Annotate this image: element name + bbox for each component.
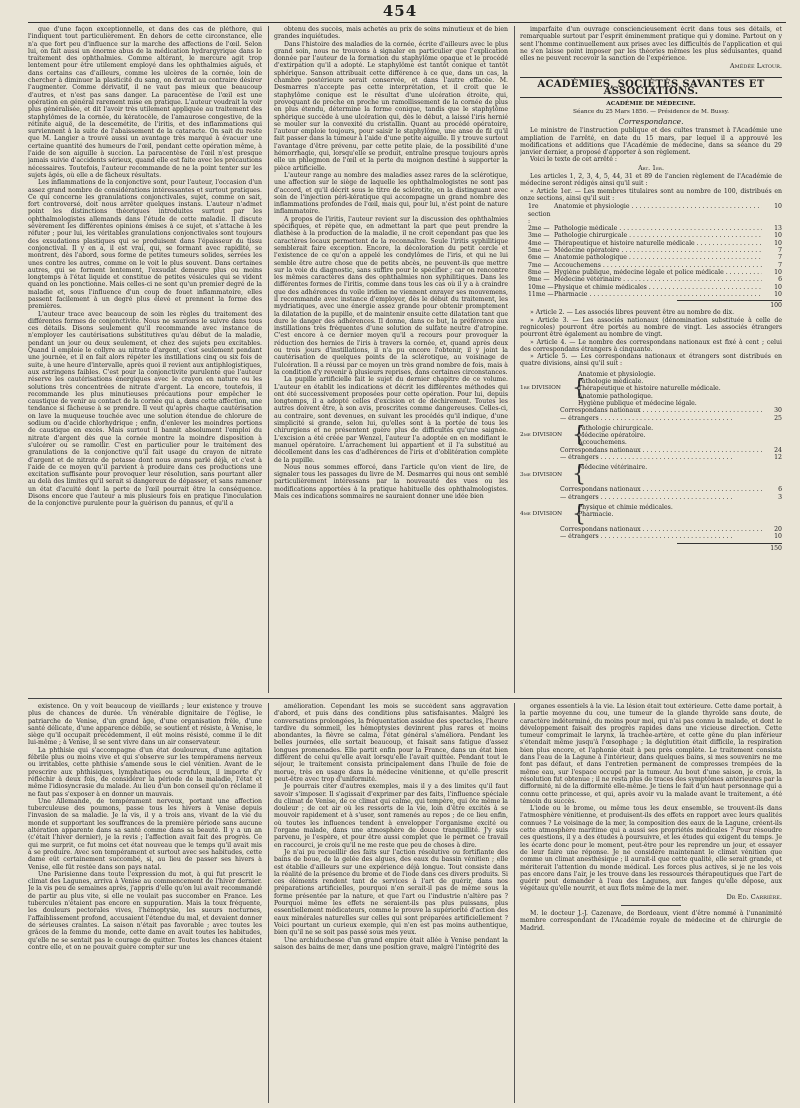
division-item: Accouchemens.	[578, 439, 627, 447]
correspondants-row	[520, 526, 782, 533]
sections-total: 100	[770, 302, 782, 310]
correspondance-heading: Correspondance.	[618, 116, 684, 126]
division-item: Médecine vétérinaire.	[578, 464, 648, 472]
paragraph: Une Allemande, de tempérament nerveux, portant une affection tuberculeuse des poumons, passe tous les hivers à Venise depuis l'invasion de sa maladie. Je la vis, il y a trois ans, vivant de la vie du monde et supportant les souffrances de la première période sans aucune altération apparente dans sa santé comme dans sa beauté. Il y a un an (c'était l'hiver dernier), je la revis ; l'affection avait fait des progrès. Ce qui me surprit, ce fut moins cet état nouveau que le temps qu'il avait mis à se produire. Avec son tempérament et surtout avec ses habitudes, cette dame eût certainement succombé, si, au lieu de passer ses hivers à Venise, elle fût restée dans son pays natal.	[28, 797, 262, 871]
section-title: ACADÉMIES, SOCIÉTÉS SAVANTES ET ASSOCIATIONS.	[520, 77, 782, 99]
division-name: 2me DIVISION	[520, 432, 563, 439]
correspondants-label: — étrangers . . .	[560, 494, 762, 501]
arrete-intro: Voici le texte de cet arrêté :	[530, 156, 618, 164]
section-row	[528, 262, 782, 269]
correspondants-row	[520, 454, 782, 461]
paragraph: existence. On y voit beaucoup de vieillards ; leur existence y trouve plus de chances de durée. Un vénérable dignitaire de l'église, le patriarche de Venise, d'un grand âge, d'une organisation frêle, d'une santé délicate, d'une apparence débile, se soutient et résiste, à Venise, le siège qu'il occupait précédemment, il eût moins résisté, comme il le dit lui-même ; à Venise, il se sent vivre dans un air conservateur.	[28, 703, 262, 747]
bottom-column-3-text	[520, 703, 782, 893]
article5-paragraph: » Article 5. — Les correspondans nationaux et étrangers sont distribués en quatre divisions, ainsi qu'il suit :	[520, 353, 782, 368]
section-count: 10	[762, 269, 782, 276]
division-items	[578, 504, 782, 526]
paragraph: Les inflammations de la conjonctive sont, pour l'auteur, l'occasion d'un assez grand nombre de considérations intéressantes et surtout pratiques. Ce qui concerne les granulations conjonctivales, sujet, comme on sait, fort controversé, doit nous arrêter quelques instans. L'auteur n'admet point les distinctions théoriques introduites surtout par les ophthalmologistes allemands dans l'étude de cette maladie. Il discute sévèrement les différentes opinions émises à ce sujet, et s'attache à les réfuter ; pour lui, les véritables granulations conjonctivales sont toujours des exsudations plastiques qui se produisent dans l'épaisseur du tissu conjonctival. Il y en a, il est vrai, qui, se formant avec rapidité, se montrent, dès l'abord, sous forme de petites tumeurs solides, serrées les unes contre les autres, comme on le voit le plus souvent. Dans certaines autres, qui se forment lentement, l'exsudat demeure plus ou moins longtemps à l'état liquide et constitue de petites vésicules qui se vident quand on les ponctionne. Mais celles-ci ne sont qu'un premier degré de la maladie et, sous l'influence d'un coup de fouet inflammatoire, elles passent facilement à un degré plus élevé et prennent la forme des premières.	[28, 179, 262, 311]
division-name: 4me DIVISION	[520, 511, 563, 518]
section-row	[528, 269, 782, 276]
section-number: 4me —	[528, 239, 550, 247]
paragraph: La phthisie qui s'accompagne d'un état douloureux, d'une agitation fébrile plus ou moins vive et qui s'observe sur les tempéramens nerveux ou irritables, cette phthisie s'amende sous le ciel vénitien. Avant de le prescrire aux phthisiques, lymphatiques ou scrofuleux, il importe d'y réfléchir à deux fois, de considérer la période de la maladie, l'état et même l'idiosyncrasie du malade. Au lieu d'un bon conseil qu'on réclame il ne faut pas s'exposer à en donner un mauvais.	[28, 746, 262, 798]
section-row	[528, 203, 782, 225]
column-divider	[268, 26, 269, 693]
division-name: 3me DIVISION	[520, 471, 563, 478]
section-number: 5me —	[528, 247, 550, 255]
division-item: Anatomie pathologique.	[578, 392, 653, 400]
correspondants-count: 25	[762, 415, 782, 422]
section-row	[528, 225, 782, 232]
top-column-3	[520, 26, 782, 693]
section-number: 7me —	[528, 261, 550, 269]
correspondants-count: 24	[762, 447, 782, 454]
correspondants-count: 20	[762, 526, 782, 533]
paragraph: obtenu des succès, mais achetés au prix de soins minutieux et de bien grandes inquiétudes.	[274, 26, 508, 41]
section-label: Thérapeutique et histoire naturelle médicale . . .	[554, 240, 762, 247]
division-items	[578, 464, 782, 486]
section-count: 10	[762, 232, 782, 239]
section-label: Pathologie médicale . . .	[554, 225, 762, 232]
section-label: Pharmacie . . .	[554, 291, 762, 298]
section-count: 10	[762, 284, 782, 291]
column-divider	[268, 703, 269, 1103]
paragraph: Je pourrais citer d'autres exemples, mais il y a des limites qu'il faut savoir s'imposer. Il s'agissait d'exprimer par des faits, l'influence spéciale du climat de Venise, de ce climat qui calme, qui tempère, qui ôte même la douleur ; de cet air où les ressorts de la vie, loin d'être excités à se mouvoir rapidement et à s'user, sont ramenés au repos ; de ce lieu enfin, où toutes les influences tendent à envelopper l'organisme excité ou l'organe malade, dans une atmosphère de douce tranquillité. J'y suis parvenu, je l'espère, et pour être aussi complet que le permet ce travail en raccourci, je crois qu'il ne me reste que peu de choses à dire.	[274, 783, 508, 849]
section-count: 7	[762, 247, 782, 254]
article3-paragraph: » Article 3. — Les associés nationaux (dénomination substituée à celle de regnicoles) pourront être portés au nombre de vingt. Les associés étrangers pourront être également au nombre de vingt.	[520, 316, 782, 339]
top-column-1	[28, 26, 262, 693]
article2-paragraph: » Article 2. — Les associés libres peuvent être au nombre de dix.	[530, 309, 735, 317]
division-block	[520, 504, 782, 526]
article4-paragraph: » Article 4. — Le nombre des correspondans nationaux est fixé à cent ; celui des correspondans étrangers à cinquante.	[520, 338, 782, 353]
divisions-total: 150	[770, 544, 782, 552]
correspondants-count: 6	[762, 486, 782, 493]
correspondants-label: — étrangers . . .	[560, 533, 762, 540]
section-count: 10	[762, 203, 782, 210]
section-label: Médecine opératoire . . .	[554, 247, 762, 254]
correspondants-row	[520, 447, 782, 454]
bottom-column-2	[274, 703, 508, 1103]
section-row	[528, 240, 782, 247]
division-name: 1re DIVISION	[520, 385, 561, 392]
section-number: 6me —	[528, 254, 550, 262]
page-number: 454	[382, 2, 418, 20]
brace-icon: {	[572, 502, 586, 528]
section-row	[528, 276, 782, 283]
separator-rule	[621, 905, 681, 906]
paragraph: Une Parisienne dans toute l'expression du mot, à qui fut prescrit le climat des Lagunes, arriva à Venise au commencement de l'hiver dernier. Je la vis peu de semaines après, j'appris d'elle qu'on lui avait recommandé de partir au plus vite, si elle ne voulait pas succomber en France. Les tubercules n'étaient pas encore en suppuration. Mais la toux fréquente, les douleurs pectorales vives, l'hémoptysie, les sueurs nocturnes, l'affaiblissement profond, accusaient l'étendue du mal, et devaient donner de sérieuses craintes. La saison n'était pas favorable ; avec toutes les grâces de la femme du monde, cette dame en avait toutes les habitudes, qu'elle ne se sentait pas le courage de quitter. Toutes les chances étaient contre elle, et on ne pouvait guère compter sur une	[28, 870, 262, 951]
correspondants-count: 10	[762, 533, 782, 540]
section-count: 6	[762, 276, 782, 283]
section-count: 13	[762, 225, 782, 232]
section-row	[528, 254, 782, 261]
bottom-column-1	[28, 703, 262, 1103]
table-rule	[677, 543, 782, 544]
correspondants-label: — étrangers . . .	[560, 415, 762, 422]
correspondants-row	[520, 533, 782, 540]
correspondants-count: 30	[762, 407, 782, 414]
section-count: 7	[762, 262, 782, 269]
paragraph: Je n'ai pu recueillir des faits sur l'action résolutive ou fortifiante des bains de boue, de la gelée des algues, des eaux du bassin vénitien ; elle est établie d'ailleurs sur une expérience déjà longue. Tout consiste dans la réalité de la présence du brome et de l'iode dans ces divers produits. Si ces éléments rendent tant de services à l'art de guérir, dans nos préparations artificielles, pourquoi n'en serait-il pas de même sous la forme présentée par la nature, et que l'art ou l'industrie n'altère pas ? Pourquoi même les effets ne seraient-ils pas plus puissans, plus essentiellement médicateurs, comme le prouve la supériorité d'action des eaux minérales naturelles sur celles qui sont préparées artificiellement ? Voici pourtant un curieux exemple, qui n'en est pas moins authentique, bien qu'il ne se soit pas passé sous mes yeux.	[274, 848, 508, 937]
section-number: 10me —	[528, 283, 554, 291]
section-count: 10	[762, 240, 782, 247]
section-number: 11me —	[528, 290, 554, 298]
division-item: Médecine opératoire.	[578, 432, 646, 440]
table-rule	[677, 300, 782, 301]
paragraph: Dans l'histoire des maladies de la cornée, écrite d'ailleurs avec le plus grand soin, nous ne trouvons à signaler en particulier que l'explication donnée par l'auteur de la formation du staphylôme opaque et le procédé d'extirpation qu'il a adopté. Le staphylôme est tantôt conique et tantôt sphérique. Sanson attribuait cette différence à ce que, dans un cas, la chambre postérieure serait conservée, et dans l'autre effacée. M. Desmarres n'accepte pas cette interprétation, et il croit que le staphylôme conique est le résultat d'une ulcération étroite, qui, provoquant de proche en proche un ramollissement de la cornée de plus en plus étendu, détermine la forme conique, tandis que le staphylôme sphérique succède à une ulcération qui, dès le début, a laissé l'iris hernié se mouler sur la convexité du cristallin. Quant au procédé opératoire, l'auteur emploie toujours, pour saisir le staphylôme, une anse de fil qu'il fait passer dans la tumeur à l'aide d'une petite aiguille. Il y trouve surtout l'avantage d'être prévenu, par cette petite plaie, de la possibilité d'une hémorrhagie, qui, lorsqu'elle se produit, entraîne presque toujours après elle un phlegmon de l'œil et la perte du moignon destiné à supporter la pièce artificielle.	[274, 40, 508, 172]
paragraph: L'auteur range au nombre des maladies assez rares de la sclérotique, une affection sur le siège de laquelle les ophthalmologistes ne sont pas d'accord, et qu'il décrit sous le titre de sclérotite, en la distinguant avec soin de l'injection péri-kératique qui accompagne un grand nombre des inflammations profondes de l'œil, mais qui, pour lui, n'est point de nature inflammatoire.	[274, 171, 508, 216]
articles-paragraph: Les articles 1, 2, 3, 4, 5, 44, 31 et 89 de l'ancien règlement de l'Académie de médecine seront rédigés ainsi qu'il suit :	[520, 173, 782, 188]
brace-icon: {	[572, 422, 586, 448]
division-item: Pathologie chirurgicale.	[578, 424, 654, 432]
section-count: 7	[762, 254, 782, 261]
section-label: Pathologie chirurgicale . . .	[554, 232, 762, 239]
minister-paragraph: Le ministre de l'instruction publique et des cultes transmet à l'Académie une ampliation de l'arrêté, en date du 15 mars, par lequel il a approuvé les modifications et additions que l'Académie de médecine, dans sa séance du 29 janvier dernier, a proposé d'apporter à son règlement.	[520, 127, 782, 157]
correspondants-row	[520, 415, 782, 422]
section-label: Médecine vétérinaire . . .	[554, 276, 762, 283]
brace-icon: {	[572, 462, 586, 488]
top-column-2	[274, 26, 508, 693]
paragraph: L'auteur trace avec beaucoup de soin les règles du traitement des différentes formes de conjonctivite. Nous ne saurions le suivre dans tous ces détails. Disons seulement qu'il recommande avec instance de n'employer les cautérisations substitutives qu'au début de la maladie, pendant un jour ou deux seulement, et chez des sujets peu excitables. Quand il emploie le collyre au nitrate d'argent, c'est seulement pendant une journée, et il en fait alors répéter les instillations cinq ou six fois de suite, à une heure d'intervalle, après quoi il revient aux antiphlogistiques, aux astringens faibles. C'est pour la conjonctivite purulente que l'auteur réserve les cautérisations énergiques avec le crayon en nature ou les solutions très concentrées de nitrate d'argent. La encore, toutefois, il recommande les plus minutieuses précautions pour empêcher le caustique de venir au contact de la cornée qui a, dans cette affection, une tendance si fâcheuse à se prendre. Il veut qu'après chaque cautérisation on lave la muqueuse touchée avec une solution étendue de chlorure de sodium ou d'acide chlorhydrique ; enfin, d'enlever les moindres portions de caustique en excès. Mais surtout il bannit absolument l'emploi du nitrate d'argent dès que la cornée montre la moindre disposition à s'ulcérer ou se ramollir. C'est en particulier pour le traitement des granulations de la conjonctive qu'il fait usage du crayon de nitrate d'argent et de nitrate de potasse dont nous avons parlé déjà, et c'est à l'aide de ce moyen qu'il parvient à produire dans ces productions une excitation suffisante pour provoquer leur résolution, sans pourtant aller au delà des limites qu'il serait si dangereux de dépasser, et sans ramener un état d'acuité dont la perte de l'œil pourrait être la conséquence. Disons encore que l'auteur a mis plusieurs fois en pratique l'inoculation de la conjonctive purulente pour la guérison du pannus, et qu'il a	[28, 310, 262, 508]
author-signature: Dr Ed. Carrière.	[726, 892, 782, 901]
correspondants-count: 3	[762, 494, 782, 501]
section-label: Hygiène publique, médecine légale et police médicale . . .	[554, 269, 762, 276]
session-line: Séance du 25 Mars 1856. — Présidence de M. Bussy.	[573, 108, 729, 115]
section-number: 9me —	[528, 276, 550, 284]
section-divider	[28, 698, 782, 699]
article1-paragraph: « Article 1er. — Les membres titulaires sont au nombre de 100, distribués en onze sections, ainsi qu'il suit :	[520, 187, 782, 202]
header-rule	[28, 22, 786, 23]
section-label: Anatomie pathologique . . .	[554, 254, 762, 261]
paragraph: La pupille artificielle fait le sujet du dernier chapitre de ce volume. L'auteur en établit les indications et décrit les différentes méthodes qui ont été successivement proposées pour cette opération. Pour lui, depuis longtemps, il a adopté celles d'excision et de déchirement. Toutes les autres doivent être, à son avis, proscrites comme dangereuses. Celles-ci, au contraire, sont devenues, en suivant les procédés qu'il indique, d'une simplicité si grande, selon lui, qu'elles sont à la portée de tous les chirurgiens et ne présentent guère plus de difficultés qu'une saignée. L'excision a été créée par Wenzel, l'auteur l'a adoptée en en modifiant le manuel opératoire. L'arrachement lui appartient et il l'a substitué au décollement dans les cas d'adhérences de l'iris et d'oblitération complète de la pupille.	[274, 376, 508, 464]
section-row	[528, 232, 782, 239]
section-label: Accouchemens . . .	[554, 262, 762, 269]
paragraph: L'iode ou le brome, ou même tous les deux ensemble, se trouvent-ils dans l'atmosphère vénitienne, et produisent-ils des effets en rapport avec leurs qualités connues ? Le voisinage de la mer, la composition des eaux de la Lagune, créent-ils cette atmosphère maritime qui a aussi ses propriétés médicales ? Pour résoudre ces questions, il y a des études à poursuivre, et les études qui exigent du temps. Je les écarte donc pour le moment, peut-être pour les reprendre un jour, et essayer de leur faire une réponse. Je ne considère maintenant le climat vénitien que comme un climat anesthésique ; il aurait-il que cette qualité, elle serait grande, et mériterait l'attention du monde médical. Les forces plus actives, si je ne les vois pas encore dans l'air, je les trouve dans les ressources thérapeutiques que l'art de guérir peut demander à l'eau des Lagunes, aux fanges qu'elle dépose, aux végétaux qu'elle nourrit, et aux flots même de la mer.	[520, 805, 782, 893]
division-block	[520, 464, 782, 486]
division-item: Hygiène publique et médecine légale.	[578, 399, 697, 407]
section-row	[528, 284, 782, 291]
paragraph: que d'une façon exceptionnelle, et dans des cas de pléthore, qui l'indiquent tout particulièrement. En dehors de cette circonstance, elle n'a que fort peu d'influence sur la marche des affections de l'œil. Selon lui, on fait aussi un énorme abus de la médication hydrargyrique dans le traitement des ophthalmies. Comme altérant, le mercure agit trop lentement pour être utilement employé dans les ophthalmies aiguës, et dans certains cas d'ailleurs, comme les ulcères de la cornée, loin de chercher à diminuer la plasticité du sang, on devrait au contraire désirer l'augmenter. Comme dérivatif, il ne vaut pas mieux que beaucoup d'autres, et n'est pas sans danger. La paracentèse de l'œil est une opération en général rarement mise en pratique. L'auteur voudrait la voir plus généralisée, et dit l'avoir très utilement appliquée au traitement des staphylômes de la cornée, du kératocèle, de l'amaurose congestive, de la rétinite aiguë, de la descemétite, de l'iritis, et des inflammations qui surviennent à la suite de l'abaissement de la cataracte. On sait du reste que M. Langier a trouvé aussi un avantage très marqué à évacuer une certaine quantité des humeurs de l'œil, pendant cette opération même, à l'aide de son aiguille à succion. La paracentèse de l'œil n'est presque jamais suivie d'accidents sérieux, quand elle est faite avec les précautions nécessaires. Toutefois, l'auteur recommande de ne la point tenter sur les sujets âgés, où elle a de fâcheux résultats.	[28, 26, 262, 179]
section-number: 3me —	[528, 232, 550, 240]
article-conclusion: imparfaite d'un ouvrage consciencieusement écrit dans tous ses détails, et remarquable surtout par l'esprit éminemment pratique qui y domine. Partout on y sent l'homme continuellement aux prises avec les difficultés de l'application et qui ne s'en laisse point imposer par les théories mêmes les plus séduisantes, quand elles ne peuvent recevoir la sanction de l'expérience.	[520, 26, 782, 63]
division-items	[578, 425, 782, 447]
division-item: Physique et chimie médicales.	[578, 504, 673, 512]
appointment-notice: M. le docteur J.-J. Cazenave, de Bordeaux, vient d'être nommé à l'unanimité membre correspondant de l'Académie royale de médecine et de chirurgie de Madrid.	[520, 910, 782, 932]
author-signature: Amédée Latour.	[729, 62, 782, 71]
section-number: 2me —	[528, 225, 550, 233]
correspondants-label: Correspondans nationaux . . .	[560, 447, 762, 454]
article-heading: Art. 1er.	[638, 164, 664, 172]
correspondants-row	[520, 407, 782, 414]
division-item: Pharmacie.	[578, 511, 614, 519]
division-block	[520, 422, 782, 448]
page-header	[0, 0, 800, 20]
correspondants-label: — étrangers . . .	[560, 454, 762, 461]
section-label: Anatomie et physiologie . . .	[554, 203, 762, 210]
correspondants-count: 12	[762, 454, 782, 461]
column-divider	[514, 703, 515, 1103]
correspondants-label: Correspondans nationaux . . .	[560, 486, 762, 493]
sections-table	[520, 203, 782, 298]
paragraph: amélioration. Cependant les mois se succèdent sans aggravation d'abord, et puis dans des conditions plus satisfaisantes. Malgré les conversations prolongées, la fréquentation assidue des spectacles, l'heure tardive du sommeil, les hémoptysies devinrent plus rares et moins abondantes, la fièvre se calma, l'état général s'améliora. Pendant les belles journées, elle sortait beaucoup, et faisait sans fatigue d'assez longues promenades. Elle partit enfin pour la France, dans un état bien différent de celui qu'elle avait lorsqu'elle l'avait quittée. Pendant tout le séjour, le traitement consista principalement dans l'huile de foie de morue, très en usage dans la médecine vénitienne, et qu'elle prescrit peut-être avec trop d'uniformité.	[274, 703, 508, 783]
correspondants-row	[520, 494, 782, 501]
division-block	[520, 371, 782, 407]
section-row	[528, 291, 782, 298]
brace-icon: {	[572, 376, 586, 401]
bottom-column-3	[520, 703, 782, 1103]
division-item: Anatomie et physiologie.	[578, 370, 656, 378]
division-item: Pathologie médicale.	[578, 378, 644, 386]
paragraph: organes essentiels à la vie. La lésion était tout extérieure. Cette dame portait, à la partie moyenne du cou, une tumeur de la glande thyroïde sans doute, de caractère indéterminé, du moins pour moi, qui n'ai pas connu la malade, et dont le développement faisait des progrès rapides dans une vicieuse direction. Cette tumeur comprimait le larynx, la trachée-artère, et cette gêne du plan inférieur s'étendait même jusqu'à l'œsophage ; la déglutition était difficile, la respiration bien plus encore, et l'aphonie était à peu près complète. Le traitement consista dans l'eau de la Lagune à l'intérieur, dans quelques bains, si mes souvenirs ne me font pas défaut, et dans l'entretien permanent de compresses trempées de la même eau, sur l'espace occupé par la tumeur. Au bout d'une saison, je crois, la résolution fut obtenue ; il ne resta plus de traces des symptômes antérieures par la difformité, ni de la difformité elle-même. Je tiens le fait d'un haut personnage qui a connu cette princesse, et qui, après avoir vu la malade avant le traitement, a été témoin du succès.	[520, 703, 782, 805]
correspondants-label: Correspondans nationaux . . .	[560, 407, 762, 414]
correspondants-row	[520, 486, 782, 493]
section-count: 10	[762, 291, 782, 298]
section-row	[528, 247, 782, 254]
paragraph: Une archiduchesse d'un grand empire était allée à Venise pendant la saison des bains de mer, dans une position grave, malgré l'intégrité des	[274, 936, 508, 951]
section-label: Physique et chimie médicales . . .	[554, 284, 762, 291]
divisions-table	[520, 371, 782, 541]
column-divider	[514, 26, 515, 693]
paragraph: A propos de l'iritis, l'auteur revient sur la discussion des ophthalmies spécifiques, et répète que, en admettant la part que peut prendre la diathèse à la production de la maladie, il ne croit cependant pas que les caractères locaux permettent de la reconnaître. Seule l'iritis syphilitique semblerait faire exception. Encore, la décoloration du petit cercle et l'existence de ce qu'on a appelé les condylômes de l'iris, et qui ne lui semble être autre chose que de petits abcès, ne peuvent-ils que mettre sur la voie du diagnostic, sans suffire pour le spécifier ; car on rencontre les mêmes caractères dans des ophthalmies non syphilitiques. Dans les différentes formes de l'iritis, comme dans tous les cas où il y a à craindre que des adhérences du voile iridien ne viennent enrayer ses mouvemens, il recommande avec instance d'employer, dès le début du traitement, les mydriatiques, avec une énergie assez grande pour obtenir promptement la dilatation de la pupille, et de maintenir ensuite cette dilatation tant que dure le danger des adhérences. Il donne, dans ce but, la préférence aux instillations très fréquentes d'une solution de sulfate neutre d'atropine. C'est encore à ce dernier moyen qu'il a recours pour provoquer la réduction des hernies de l'iris à travers la cornée, et, quand après deux ou trois jours d'instillations, il n'a pu encore l'obtenir, il y joint la cautérisation de quelques points de la sclérotique, au voisinage de l'ulcération. Il a réussi par ce moyen un très grand nombre de fois, mais à la condition d'y revenir à plusieurs reprises, dans certaines circonstances.	[274, 215, 508, 376]
division-item: Thérapeutique et histoire naturelle médicale.	[578, 385, 721, 393]
paragraph: Nous nous sommes efforcé, dans l'article qu'on vient de lire, de signaler tous les passages du livre de M. Desmarres qui nous ont semblé particulièrement intéressans par la nouveauté des vues ou les modifications apportées à la pratique habituelle des ophthalmologistes. Mais ces indications sommaires ne sauraient donner une idée bien	[274, 463, 508, 500]
correspondants-label: Correspondans nationaux . . .	[560, 526, 762, 533]
section-number: 1re section :	[528, 203, 551, 225]
section-number: 8me —	[528, 268, 550, 276]
division-items	[578, 371, 782, 407]
academy-subtitle: ACADÉMIE DE MÉDECINE.	[606, 101, 696, 108]
